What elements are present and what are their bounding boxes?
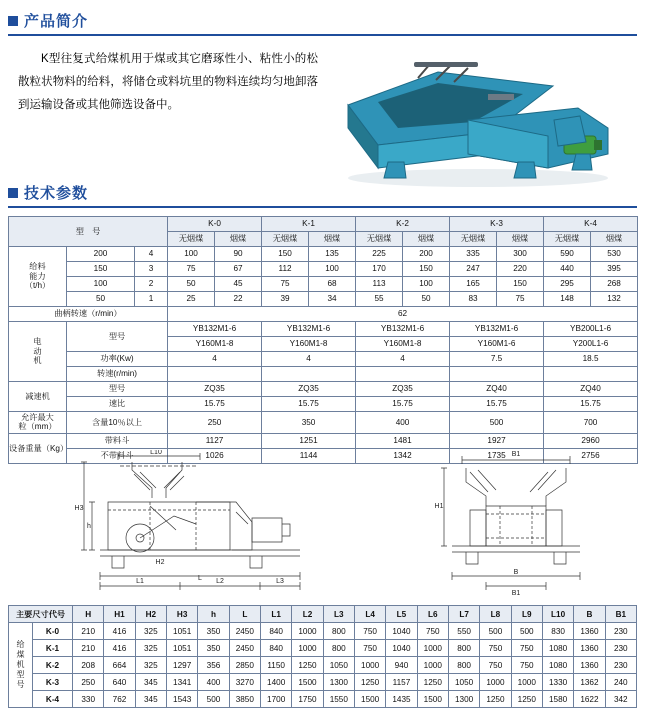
dimension-cell-k-3-h3: 1341: [167, 674, 198, 691]
feed-label-line3: （t/h）: [24, 281, 51, 291]
cell: 200: [403, 247, 450, 262]
cell: 135: [309, 247, 356, 262]
reducer-label: 减速机: [9, 382, 67, 412]
cell: Y160M1-8: [356, 337, 450, 352]
coaltype-k2-a: 无烟煤: [356, 232, 403, 247]
coaltype-k3-a: 无烟煤: [450, 232, 497, 247]
dimension-cell-k-4-l3: 1550: [323, 691, 354, 708]
dimension-cell-k-0-l4: 750: [354, 623, 385, 640]
cell: 1026: [168, 448, 262, 463]
cell: 1144: [262, 448, 356, 463]
dimension-cell-k-4-l4: 1500: [354, 691, 385, 708]
cell: 440: [544, 262, 591, 277]
dimension-cell-k-0-l9: 500: [511, 623, 542, 640]
dimension-row-k-0: [9, 623, 637, 640]
coaltype-k1-a: 无烟煤: [262, 232, 309, 247]
cell: Y160M1-8: [168, 337, 262, 352]
cell: 395: [591, 262, 638, 277]
dimension-column-header-l3: L3: [323, 606, 354, 623]
cell: 350: [262, 412, 356, 434]
cell: 247: [450, 262, 497, 277]
table-row-feed-4: [9, 292, 638, 307]
cell: 220: [497, 262, 544, 277]
cell: 75: [497, 292, 544, 307]
dimension-cell-k-2-h: 356: [198, 657, 229, 674]
motor-label-line1: 电: [33, 337, 42, 347]
dimension-column-header-l5: L5: [386, 606, 417, 623]
cell: 50: [403, 292, 450, 307]
max-particle-row-name: 含量10％以上: [67, 412, 168, 434]
cell: ZQ35: [356, 382, 450, 397]
dimension-cell-k-1-l5: 1040: [386, 640, 417, 657]
drawing-label-h: h: [87, 523, 91, 530]
cell: 67: [215, 262, 262, 277]
dimension-cell-k-2-h: 208: [73, 657, 104, 674]
dimension-drawings: [0, 450, 645, 605]
cell: 2: [135, 277, 168, 292]
dimension-column-header-h3: H3: [167, 606, 198, 623]
cell: 18.5: [544, 352, 638, 367]
coaltype-k0-a: 无烟煤: [168, 232, 215, 247]
model-k3: K-3: [450, 217, 544, 232]
dimension-cell-k-1-l6: 1000: [417, 640, 448, 657]
intro-text-block: [0, 48, 318, 117]
table-row-feed-3: [9, 277, 638, 292]
coaltype-k0-b: 烟煤: [215, 232, 262, 247]
dimension-cell-k-3-l: 3270: [229, 674, 260, 691]
model-k0: K-0: [168, 217, 262, 232]
dimension-column-header-h2: H2: [135, 606, 166, 623]
dimension-cell-k-3-l4: 1250: [354, 674, 385, 691]
coaltype-k2-b: 烟煤: [403, 232, 450, 247]
dimension-cell-k-0-l7: 550: [448, 623, 479, 640]
cell: 335: [450, 247, 497, 262]
dimension-column-header-h: h: [198, 606, 229, 623]
feed-label-line1: 给料: [29, 262, 46, 272]
cell: 22: [215, 292, 262, 307]
dimension-cell-k-2-l1: 1150: [260, 657, 291, 674]
tech-parameters-section: [0, 182, 645, 464]
feed-stroke-col-label: 200: [67, 247, 135, 262]
cell: 100: [168, 247, 215, 262]
cell: 250: [168, 412, 262, 434]
motor-label: [9, 322, 67, 382]
reducer-model-label: 型号: [67, 382, 168, 397]
dimension-cell-k-4-h2: 345: [135, 691, 166, 708]
motor-label-line2: 动: [33, 346, 42, 356]
dimension-cell-k-3-l3: 1300: [323, 674, 354, 691]
dimension-cell-k-1-l1: 840: [260, 640, 291, 657]
coaltype-k3-b: 烟煤: [497, 232, 544, 247]
dimension-cell-k-0-h: 350: [198, 623, 229, 640]
feed-label-line2: 能力: [29, 271, 46, 281]
product-photo: [318, 50, 638, 190]
cell: 590: [544, 247, 591, 262]
specification-table: [8, 216, 638, 464]
cell: 15.75: [262, 397, 356, 412]
cell: 295: [544, 277, 591, 292]
dimension-header-row: [9, 606, 637, 623]
dimension-cell-k-1-b: 1360: [574, 640, 605, 657]
model-k2: K-2: [356, 217, 450, 232]
cell: 148: [544, 292, 591, 307]
cell: 300: [497, 247, 544, 262]
dimension-cell-k-2-l4: 1000: [354, 657, 385, 674]
cell: Y200L1-6: [544, 337, 638, 352]
dimension-row-model: K-4: [33, 691, 73, 708]
cell: 7.5: [450, 352, 544, 367]
tech-section-title: [8, 182, 637, 208]
dimension-row-group-label: 给 煤 机 型 号: [9, 623, 33, 708]
dimension-cell-k-4-h3: 1543: [167, 691, 198, 708]
cell: [262, 367, 356, 382]
dimension-row-model: K-2: [33, 657, 73, 674]
drawing-label-b1: B1: [511, 451, 521, 458]
cell: [168, 367, 262, 382]
cell: [356, 367, 450, 382]
dimension-cell-k-2-l5: 940: [386, 657, 417, 674]
dimension-cell-k-0-h: 210: [73, 623, 104, 640]
cell: 25: [168, 292, 215, 307]
coaltype-k4-b: 烟煤: [591, 232, 638, 247]
dimension-cell-k-4-b: 1622: [574, 691, 605, 708]
dimension-cell-k-3-l1: 1400: [260, 674, 291, 691]
dimension-row-model: K-1: [33, 640, 73, 657]
cell: 90: [215, 247, 262, 262]
dimension-cell-k-1-l2: 1000: [292, 640, 323, 657]
drawing-label-h1: H1: [434, 503, 444, 510]
cell: 150: [403, 262, 450, 277]
dimension-cell-k-2-l9: 750: [511, 657, 542, 674]
dimension-cell-k-4-h: 500: [198, 691, 229, 708]
dimension-cell-k-0-h1: 416: [104, 623, 135, 640]
cell: 83: [450, 292, 497, 307]
cell: ZQ35: [168, 382, 262, 397]
weight-without-hopper-label: 不带料斗: [67, 448, 168, 463]
dimension-column-header-l10: L10: [542, 606, 573, 623]
cell: 268: [591, 277, 638, 292]
dimension-cell-k-0-l3: 800: [323, 623, 354, 640]
motor-speed-label: 转速(r/min): [67, 367, 168, 382]
motor-label-line3: 机: [33, 356, 42, 366]
dimension-cell-k-3-h: 400: [198, 674, 229, 691]
cell: 50: [168, 277, 215, 292]
dimension-cell-k-3-h1: 640: [104, 674, 135, 691]
cell: 75: [168, 262, 215, 277]
cell: 500: [450, 412, 544, 434]
cell: YB132M1-6: [450, 322, 544, 337]
dimension-cell-k-1-h: 210: [73, 640, 104, 657]
dimension-cell-k-3-l8: 1000: [480, 674, 511, 691]
dimension-column-header-l2: L2: [292, 606, 323, 623]
cell: 4: [356, 352, 450, 367]
dimension-cell-k-4-h1: 762: [104, 691, 135, 708]
dimension-cell-k-3-l2: 1500: [292, 674, 323, 691]
dimension-column-header-l6: L6: [417, 606, 448, 623]
cell: YB132M1-6: [262, 322, 356, 337]
cell: YB132M1-6: [168, 322, 262, 337]
dimension-cell-k-2-l3: 1050: [323, 657, 354, 674]
dimension-cell-k-3-l9: 1000: [511, 674, 542, 691]
cell: [450, 367, 544, 382]
intro-paragraph: K型往复式给煤机用于煤或其它磨琢性小、粘性小的松散粒状物料的给料，将储仓或料坑里的物料连续均匀地卸落到运输设备或其他筛选设备中。: [18, 53, 318, 111]
cell: 113: [356, 277, 403, 292]
cell: 1127: [168, 433, 262, 448]
dimension-cell-k-4-b1: 342: [605, 691, 636, 708]
dimension-cell-k-1-h3: 1051: [167, 640, 198, 657]
crank-speed-value: 62: [168, 307, 638, 322]
reducer-ratio-label: 速比: [67, 397, 168, 412]
dimension-cell-k-2-b: 1360: [574, 657, 605, 674]
table-row-crank-speed: [9, 307, 638, 322]
dimension-cell-k-2-l: 2850: [229, 657, 260, 674]
cell: 150: [497, 277, 544, 292]
cell: 165: [450, 277, 497, 292]
dimension-cell-k-3-l6: 1250: [417, 674, 448, 691]
table-row-motor-model-1: [9, 322, 638, 337]
table-row-weight-with-hopper: [9, 433, 638, 448]
dimension-column-header-l4: L4: [354, 606, 385, 623]
cell: 2960: [544, 433, 638, 448]
cell: 75: [262, 277, 309, 292]
dimension-cell-k-1-b1: 230: [605, 640, 636, 657]
cell: 530: [591, 247, 638, 262]
dimension-cell-k-4-l1: 1700: [260, 691, 291, 708]
coaltype-k1-b: 烟煤: [309, 232, 356, 247]
cell: ZQ40: [450, 382, 544, 397]
dimension-column-header-l9: L9: [511, 606, 542, 623]
dimension-column-header-b: B: [574, 606, 605, 623]
dimension-cell-k-0-l8: 500: [480, 623, 511, 640]
cell: 700: [544, 412, 638, 434]
cell: 100: [403, 277, 450, 292]
drawing-label-h2: H2: [155, 559, 165, 566]
cell: 4: [262, 352, 356, 367]
dimension-cell-k-1-l7: 800: [448, 640, 479, 657]
dimension-cell-k-2-h1: 664: [104, 657, 135, 674]
cell: 1342: [356, 448, 450, 463]
dimension-cell-k-2-l7: 800: [448, 657, 479, 674]
dimension-cell-k-1-l4: 750: [354, 640, 385, 657]
model-k4: K-4: [544, 217, 638, 232]
model-label: 型 号: [9, 217, 168, 247]
cell: 1735: [450, 448, 544, 463]
dimension-corner-label: 主要尺寸代号: [9, 606, 73, 623]
dimension-cell-k-2-l2: 1250: [292, 657, 323, 674]
cell: 400: [356, 412, 450, 434]
drawing-label-l1: L1: [136, 578, 144, 585]
dimension-cell-k-1-l8: 750: [480, 640, 511, 657]
dimension-cell-k-4-l8: 1250: [480, 691, 511, 708]
cell: 100: [309, 262, 356, 277]
cell: 170: [356, 262, 403, 277]
dimension-column-header-l8: L8: [480, 606, 511, 623]
drawing-label-top-left: L10: [150, 450, 162, 456]
square-bullet-icon: [8, 188, 18, 198]
dimension-table-section: [0, 605, 645, 708]
cell: ZQ35: [262, 382, 356, 397]
dimension-cell-k-3-b: 1362: [574, 674, 605, 691]
dimension-cell-k-2-l10: 1080: [542, 657, 573, 674]
dimension-row-model: K-0: [33, 623, 73, 640]
dimension-cell-k-3-l7: 1050: [448, 674, 479, 691]
cell: YB200L1-6: [544, 322, 638, 337]
cell: Y160M1-8: [262, 337, 356, 352]
dimension-cell-k-4-l5: 1435: [386, 691, 417, 708]
cell: 45: [215, 277, 262, 292]
dimension-cell-k-1-h1: 416: [104, 640, 135, 657]
dimension-cell-k-0-l: 2450: [229, 623, 260, 640]
dimension-row-k-4: [9, 691, 637, 708]
dimension-cell-k-1-l3: 800: [323, 640, 354, 657]
max-particle-label-line1: 允许最大: [21, 413, 54, 422]
cell: 100: [67, 277, 135, 292]
product-intro-section: [0, 10, 645, 190]
dimension-row-model: K-3: [33, 674, 73, 691]
dimension-cell-k-2-l8: 750: [480, 657, 511, 674]
dimension-column-header-l1: L1: [260, 606, 291, 623]
dimension-cell-k-2-b1: 230: [605, 657, 636, 674]
cell: 50: [67, 292, 135, 307]
cell: 34: [309, 292, 356, 307]
cell: 55: [356, 292, 403, 307]
dimension-cell-k-3-l5: 1157: [386, 674, 417, 691]
dimension-cell-k-3-h2: 345: [135, 674, 166, 691]
tech-title-text: 技术参数: [24, 185, 89, 202]
cell: 15.75: [168, 397, 262, 412]
cell: 2756: [544, 448, 638, 463]
table-row-motor-speed: [9, 367, 638, 382]
cell: 15.75: [450, 397, 544, 412]
table-row-max-particle: [9, 412, 638, 434]
dimension-table: [8, 605, 637, 708]
coaltype-k4-a: 无烟煤: [544, 232, 591, 247]
dimension-cell-k-0-b1: 230: [605, 623, 636, 640]
cell: YB132M1-6: [356, 322, 450, 337]
dimension-cell-k-0-l6: 750: [417, 623, 448, 640]
dimension-cell-k-4-l7: 1300: [448, 691, 479, 708]
dimension-cell-k-4-h: 330: [73, 691, 104, 708]
drawing-label-l: L: [198, 575, 202, 582]
table-row-feed-1: [9, 247, 638, 262]
dimension-row-k-1: [9, 640, 637, 657]
max-particle-label-line2: 粒（mm）: [18, 422, 57, 432]
dimension-column-header-l: L: [229, 606, 260, 623]
drawing-label-b: B: [513, 569, 519, 576]
dimension-row-k-3: [9, 674, 637, 691]
cell: 15.75: [544, 397, 638, 412]
intro-section-title: [8, 10, 637, 36]
drawing-label-l2: L2: [216, 578, 224, 585]
weight-with-hopper-label: 带料斗: [67, 433, 168, 448]
feed-pos-col-label: 4: [135, 247, 168, 262]
weight-label: 设备重量（Kg）: [9, 433, 67, 463]
dimension-column-header-l7: L7: [448, 606, 479, 623]
dimension-column-header-h: H: [73, 606, 104, 623]
motor-power-label: 功率(Kw): [67, 352, 168, 367]
feed-capacity-label: [9, 247, 67, 307]
dimension-cell-k-0-l1: 840: [260, 623, 291, 640]
cell: 132: [591, 292, 638, 307]
dimension-cell-k-1-h: 350: [198, 640, 229, 657]
table-row-model-header: [9, 217, 638, 232]
cell: 1251: [262, 433, 356, 448]
dimension-cell-k-4-l: 3850: [229, 691, 260, 708]
cell: 150: [262, 247, 309, 262]
cell: 39: [262, 292, 309, 307]
table-row-reducer-ratio: [9, 397, 638, 412]
cell: 1: [135, 292, 168, 307]
intro-title-text: 产品简介: [24, 13, 89, 30]
dimension-cell-k-3-h: 250: [73, 674, 104, 691]
table-row-reducer-model: [9, 382, 638, 397]
dimension-cell-k-1-l: 2450: [229, 640, 260, 657]
cell: 150: [67, 262, 135, 277]
table-row-motor-power: [9, 352, 638, 367]
cell: 4: [168, 352, 262, 367]
dimension-cell-k-4-l9: 1250: [511, 691, 542, 708]
max-particle-label: [9, 412, 67, 434]
cell: 1481: [356, 433, 450, 448]
dimension-cell-k-0-h3: 1051: [167, 623, 198, 640]
dimension-cell-k-0-l5: 1040: [386, 623, 417, 640]
table-row-feed-2: [9, 262, 638, 277]
dimension-cell-k-4-l2: 1750: [292, 691, 323, 708]
crank-speed-label: 曲柄转速（r/min）: [9, 307, 168, 322]
drawing-label-h3: H3: [74, 505, 84, 512]
dimension-column-header-b1: B1: [605, 606, 636, 623]
cell: 3: [135, 262, 168, 277]
cell: 68: [309, 277, 356, 292]
cell: ZQ40: [544, 382, 638, 397]
dimension-cell-k-4-l10: 1580: [542, 691, 573, 708]
cell: 112: [262, 262, 309, 277]
dimension-cell-k-2-h2: 325: [135, 657, 166, 674]
cell: [544, 367, 638, 382]
dimension-cell-k-1-l9: 750: [511, 640, 542, 657]
dimension-cell-k-3-l10: 1330: [542, 674, 573, 691]
cell: 15.75: [356, 397, 450, 412]
model-k1: K-1: [262, 217, 356, 232]
dimension-cell-k-2-l6: 1000: [417, 657, 448, 674]
square-bullet-icon: [8, 16, 18, 26]
dimension-cell-k-0-b: 1360: [574, 623, 605, 640]
dimension-row-k-2: [9, 657, 637, 674]
motor-model-label: 型号: [67, 322, 168, 352]
drawing-label-l3: L3: [276, 578, 284, 585]
dimension-cell-k-0-h2: 325: [135, 623, 166, 640]
dimension-cell-k-0-l10: 830: [542, 623, 573, 640]
dimension-cell-k-2-h3: 1297: [167, 657, 198, 674]
dimension-column-header-h1: H1: [104, 606, 135, 623]
dimension-cell-k-1-h2: 325: [135, 640, 166, 657]
dimension-cell-k-1-l10: 1080: [542, 640, 573, 657]
dimension-cell-k-3-b1: 240: [605, 674, 636, 691]
drawing-label-b-sub: B1: [511, 590, 521, 597]
cell: 1927: [450, 433, 544, 448]
dimension-cell-k-4-l6: 1500: [417, 691, 448, 708]
cell: 225: [356, 247, 403, 262]
dimension-cell-k-0-l2: 1000: [292, 623, 323, 640]
cell: Y160M1-6: [450, 337, 544, 352]
